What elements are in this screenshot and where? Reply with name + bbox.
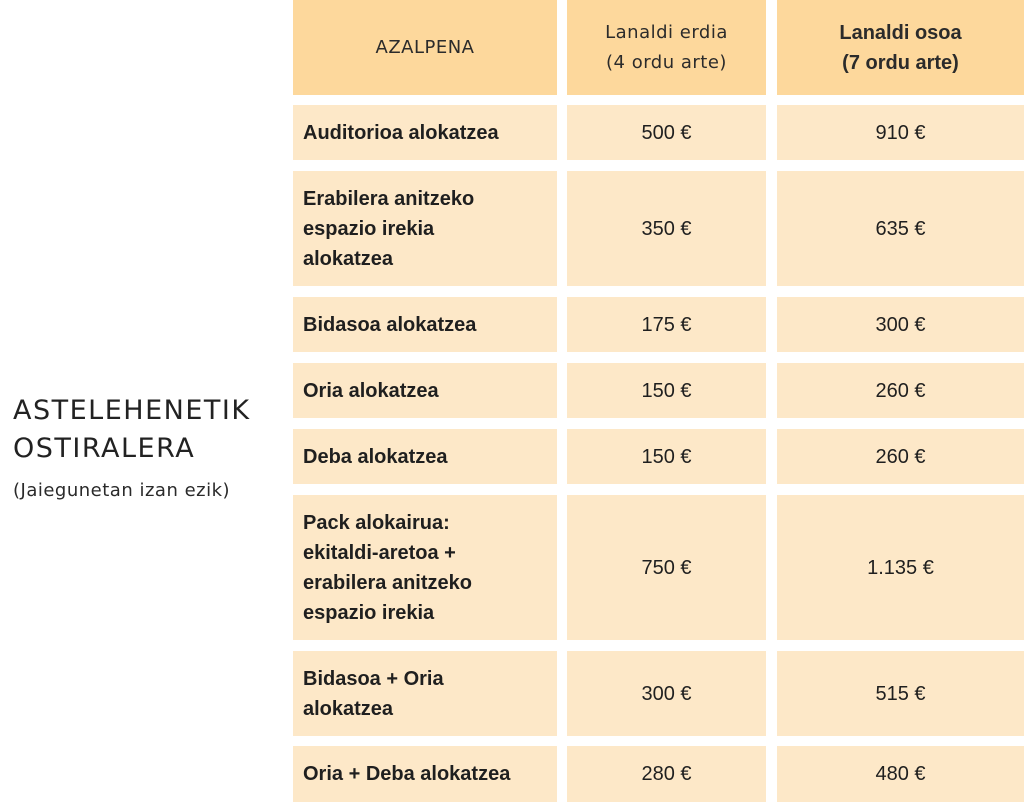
table-row-half-price: 150 € xyxy=(567,429,766,484)
header-description-label: AZALPENA xyxy=(375,36,475,58)
desc-line: Oria + Deba alokatzea xyxy=(303,763,511,785)
table-row-desc xyxy=(293,105,557,160)
table-row-half-price: 175 € xyxy=(567,297,766,352)
header-full-day-line-2: (7 ordu arte) xyxy=(842,51,959,74)
table-row-half-price: 750 € xyxy=(567,495,766,640)
desc-line: Bidasoa alokatzea xyxy=(303,313,477,336)
header-full-day-line-1: Lanaldi osoa xyxy=(839,21,962,44)
table-row-desc xyxy=(293,171,557,286)
table-row-desc xyxy=(293,651,557,736)
table-row-desc xyxy=(293,363,557,418)
desc-line: Pack alokairua: xyxy=(303,511,450,534)
side-heading xyxy=(13,392,285,501)
table-row-full-price: 1.135 € xyxy=(777,495,1024,640)
desc-line: Auditorioa alokatzea xyxy=(303,121,499,144)
table-row-half-price: 150 € xyxy=(567,363,766,418)
table-row-desc xyxy=(293,297,557,352)
header-half-day-line-2: (4 ordu arte) xyxy=(606,51,727,73)
desc-line: Erabilera anitzeko xyxy=(303,187,475,210)
header-half-day-line-1: Lanaldi erdia xyxy=(605,21,728,43)
table-row-full-price: 480 € xyxy=(777,746,1024,802)
desc-line: espazio irekia xyxy=(303,601,435,624)
header-half-day xyxy=(567,0,766,95)
table-row-full-price: 300 € xyxy=(777,297,1024,352)
table-row-desc xyxy=(293,429,557,484)
table-row-full-price: 260 € xyxy=(777,363,1024,418)
header-description xyxy=(293,0,557,95)
table-row-half-price: 280 € xyxy=(567,746,766,802)
table-row-full-price: 515 € xyxy=(777,651,1024,736)
desc-line: Deba alokatzea xyxy=(303,445,448,468)
desc-line: espazio irekia xyxy=(303,217,435,240)
desc-line: erabilera anitzeko xyxy=(303,571,472,594)
desc-line: Oria alokatzea xyxy=(303,379,439,402)
desc-line: ekitaldi-aretoa + xyxy=(303,541,456,564)
table-row-full-price: 260 € xyxy=(777,429,1024,484)
table-row-desc xyxy=(293,746,557,802)
header-full-day xyxy=(777,0,1024,95)
table-row-half-price: 300 € xyxy=(567,651,766,736)
side-title-line-2: OSTIRALERA xyxy=(13,433,196,464)
side-title-line-1: ASTELEHENETIK xyxy=(13,395,251,426)
table-row-desc xyxy=(293,495,557,640)
desc-line: alokatzea xyxy=(303,697,394,720)
table-row-half-price: 500 € xyxy=(567,105,766,160)
desc-line: Bidasoa + Oria xyxy=(303,667,444,690)
table-row-full-price: 635 € xyxy=(777,171,1024,286)
table-row-full-price: 910 € xyxy=(777,105,1024,160)
desc-line: alokatzea xyxy=(303,247,394,270)
side-subtitle: (Jaiegunetan izan ezik) xyxy=(13,480,231,501)
table-row-half-price: 350 € xyxy=(567,171,766,286)
